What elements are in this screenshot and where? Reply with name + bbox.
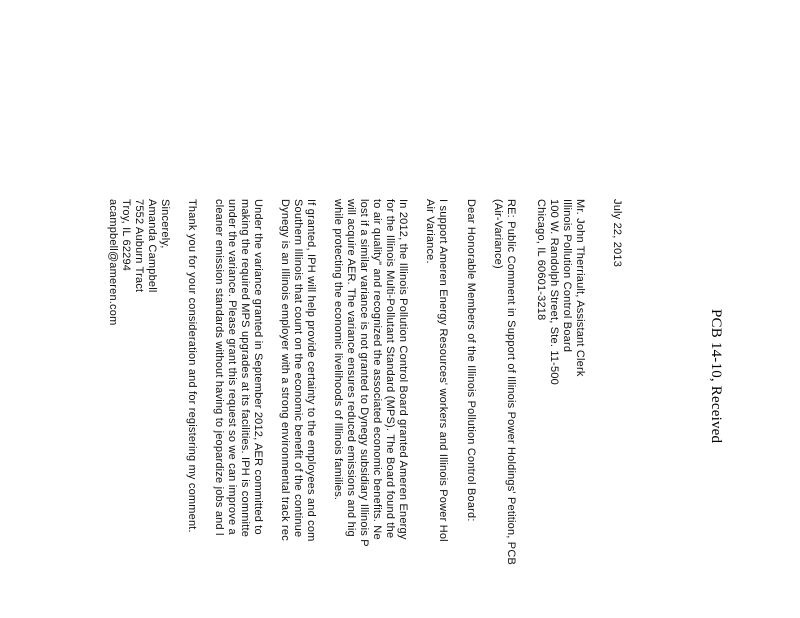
paragraph-line: under the variance. Please grant this request so we can improve a <box>226 199 238 535</box>
signer-email: acampbell@ameren.com <box>107 199 119 326</box>
paragraph-line: In 2012, the Illinois Pollution Control Board granted Ameren Energy <box>397 199 409 540</box>
paragraph-line: while protecting the economic livelihoods of Illinois families. <box>332 199 344 501</box>
subject-line: RE: Public Comment in Support of Illinois Power Holdings' Petition, PCB <box>505 199 517 566</box>
paragraph-line: making the required MPS upgrades at its facilities. IPH is committe <box>239 199 251 538</box>
salutation: Dear Honorable Members of the Illinois Pollution Control Board: <box>465 199 477 522</box>
paragraph-line: cleaner emission standards without having to jeopardize jobs and l <box>213 199 225 536</box>
board-stamp: PCB 14-10, Received <box>708 309 724 444</box>
sign-off: Sincerely, <box>159 199 171 249</box>
paragraph-line: If granted, IPH will help provide certainty to the employees and com <box>305 199 317 542</box>
paragraph-line: I support Ameren Energy Resources' workers and Illinois Power Hol <box>437 199 449 542</box>
addressee-line: 100 W. Randolph Street, Ste. 11-500 <box>548 199 560 385</box>
paragraph-line: Dynegy is an Illinois employer with a strong environmental track rec <box>279 199 291 541</box>
signer-name: Amanda Campbell <box>146 199 158 293</box>
signer-city: Troy, IL 62294 <box>120 199 132 272</box>
paragraph-line: Under the variance granted in September 2012, AER committed to <box>252 199 264 535</box>
paragraph-line: Southern Illinois that count on the economic benefit of the continue <box>292 199 304 538</box>
paragraph-line: for the Illinois Multi-Pollutant Standard (MPS). The Board found the <box>384 199 396 539</box>
letter-date: July 22, 2013 <box>611 199 623 268</box>
signer-street: 7552 Auburn Tract <box>133 199 145 293</box>
letter-rotated <box>91 0 724 618</box>
paragraph-line: will acquire AER. The variance ensures reduced emissions and hig <box>345 199 357 537</box>
addressee-line: Illinois Pollution Control Board <box>561 199 573 353</box>
paragraph-line: lost if a similar variance is not granted to Dynegy subsidiary Illinois P <box>358 199 370 547</box>
closing-remark: Thank you for your consideration and for registering my comment. <box>186 199 198 533</box>
addressee-name: Mr. John Therriault, Assistant Clerk <box>574 199 586 377</box>
paragraph-line: Air Variance. <box>424 199 436 264</box>
addressee-line: Chicago, IL 60601-3218 <box>535 199 547 321</box>
paragraph-line: to air quality" and recognized the associated economic benefits. Ne <box>371 199 383 540</box>
subject-line: (Air-Variance) <box>492 199 504 269</box>
